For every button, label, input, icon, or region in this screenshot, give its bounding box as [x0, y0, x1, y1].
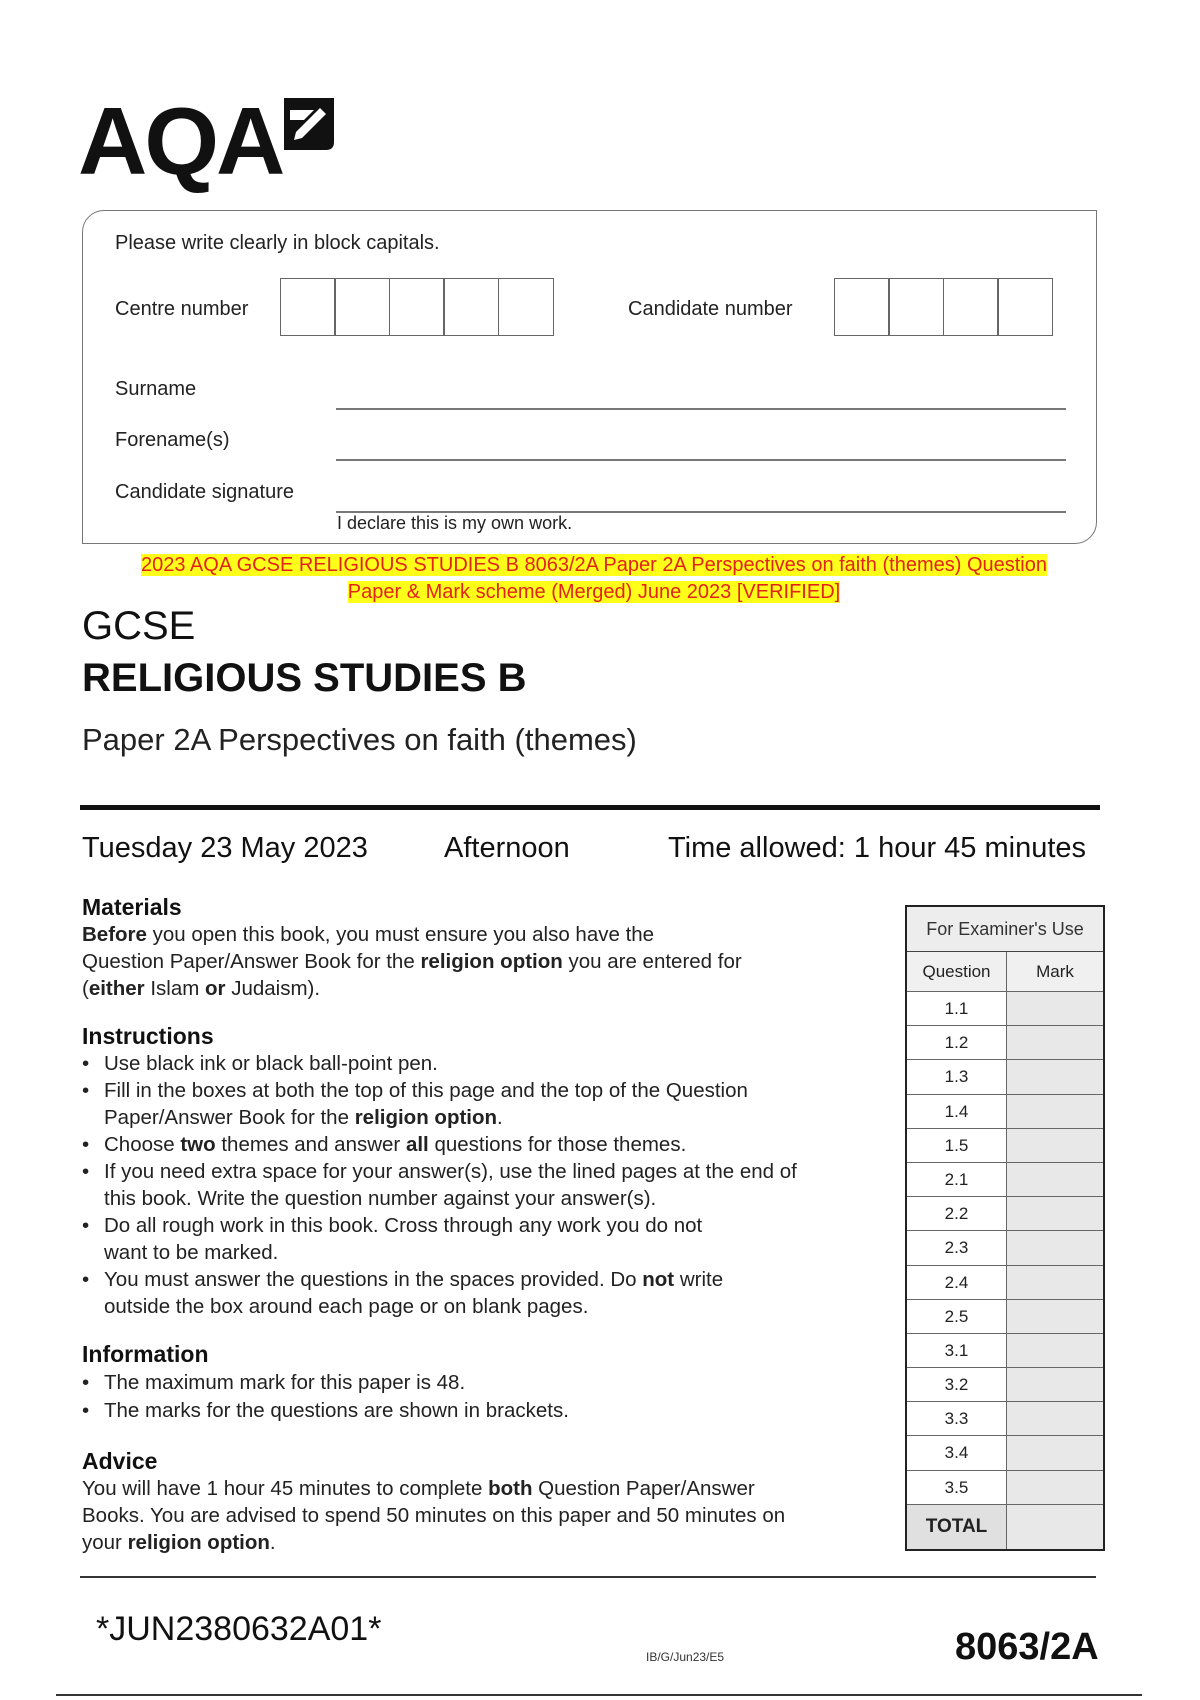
question-number-cell: 2.2: [907, 1197, 1007, 1230]
question-number-cell: 3.2: [907, 1368, 1007, 1401]
examiner-table-row: [907, 1163, 1103, 1197]
examiner-table-body: [907, 992, 1103, 1505]
examiner-table-row: [907, 1095, 1103, 1129]
mark-column-header: Mark: [1007, 952, 1103, 991]
question-number-cell: 1.5: [907, 1129, 1007, 1162]
surname-label: Surname: [115, 378, 197, 400]
forenames-label: Forename(s): [115, 429, 230, 451]
banner-line-1: 2023 AQA GCSE RELIGIOUS STUDIES B 8063/2A Paper 2A Perspectives on faith (themes) Question: [140, 554, 1047, 576]
page-bottom-rule: [56, 1694, 1142, 1696]
question-number-cell: 1.1: [907, 992, 1007, 1025]
candidate-number-label: Candidate number: [628, 298, 793, 320]
advice-heading: Advice: [82, 1448, 158, 1474]
examiner-table-row: [907, 992, 1103, 1026]
question-number-cell: 2.3: [907, 1231, 1007, 1264]
materials-bold: either: [88, 977, 145, 1000]
mark-cell: [1007, 1300, 1103, 1333]
examiner-table-row: [907, 1368, 1103, 1402]
examiner-table-row: [907, 1334, 1103, 1368]
examiner-table-row: [907, 1197, 1103, 1231]
materials-text-part: you open this book, you must ensure you also have the: [146, 923, 655, 946]
banner-line-2: Paper & Mark scheme (Merged) June 2023 [VERIFIED]: [347, 581, 841, 603]
aqa-logo: [78, 88, 348, 195]
title-divider: [80, 805, 1100, 810]
question-column-header: Question: [907, 952, 1007, 991]
logo-text: AQA: [78, 88, 283, 195]
examiner-table-total-row: [907, 1505, 1103, 1549]
question-number-cell: 1.2: [907, 1026, 1007, 1059]
centre-number-digit[interactable]: [280, 278, 336, 336]
mark-cell: [1007, 1231, 1103, 1264]
exam-date: Tuesday 23 May 2023: [82, 832, 368, 864]
materials-bold: or: [205, 977, 226, 1000]
examiner-table-row: [907, 1471, 1103, 1505]
question-number-cell: 2.5: [907, 1300, 1007, 1333]
mark-cell: [1007, 1095, 1103, 1128]
advice-text: You will have 1 hour 45 minutes to complete both Question Paper/Answer Books. You are advised to spend 50 minutes on this paper and 50 minutes on your religion option.: [82, 1477, 786, 1554]
time-allowed: Time allowed: 1 hour 45 minutes: [668, 832, 1087, 864]
question-number-cell: 1.4: [907, 1095, 1007, 1128]
question-number-cell: 3.3: [907, 1402, 1007, 1435]
document-title-banner: [88, 552, 1100, 606]
examiner-table-row: [907, 1060, 1103, 1094]
mark-cell: [1007, 1471, 1103, 1504]
examiner-table-row: [907, 1026, 1103, 1060]
candidate-number-digit[interactable]: [834, 278, 890, 336]
question-number-cell: 1.3: [907, 1060, 1007, 1093]
centre-number-digit[interactable]: [334, 278, 390, 336]
materials-text: [82, 921, 882, 1002]
examiner-table-header-row: [907, 952, 1103, 992]
mark-cell: [1007, 1334, 1103, 1367]
paper-title: Paper 2A Perspectives on faith (themes): [82, 722, 637, 757]
candidate-number-digit[interactable]: [943, 278, 999, 336]
barcode-text: *JUN2380632A01*: [96, 1610, 382, 1648]
candidate-number-boxes[interactable]: [835, 278, 1053, 336]
declaration-text: I declare this is my own work.: [337, 513, 573, 533]
candidate-number-digit[interactable]: [997, 278, 1053, 336]
aqa-logo-mark-icon: [280, 96, 336, 152]
footer-divider: [80, 1576, 1096, 1578]
centre-number-digit[interactable]: [389, 278, 445, 336]
question-number-cell: 3.4: [907, 1436, 1007, 1469]
signature-label: Candidate signature: [115, 481, 295, 503]
question-number-cell: 3.5: [907, 1471, 1007, 1504]
examiner-table-row: [907, 1129, 1103, 1163]
centre-number-label: Centre number: [115, 298, 249, 320]
mark-cell: [1007, 1436, 1103, 1469]
materials-text-part: you are entered for: [562, 950, 742, 973]
surname-field[interactable]: [336, 408, 1066, 410]
candidate-number-digit[interactable]: [888, 278, 944, 336]
examiner-use-table: [905, 905, 1105, 1551]
mark-cell: [1007, 992, 1103, 1025]
mark-cell: [1007, 1129, 1103, 1162]
total-label: TOTAL: [907, 1505, 1007, 1549]
mark-cell: [1007, 1402, 1103, 1435]
materials-bold: Before: [82, 923, 147, 946]
examiner-table-row: [907, 1231, 1103, 1265]
examiner-table-row: [907, 1300, 1103, 1334]
materials-text-part: Judaism).: [225, 977, 321, 1000]
mark-cell: [1007, 1026, 1103, 1059]
examiner-table-row: [907, 1266, 1103, 1300]
qualification-title: GCSE: [82, 604, 196, 648]
subject-title: RELIGIOUS STUDIES B: [82, 656, 527, 700]
mark-cell: [1007, 1060, 1103, 1093]
centre-number-digit[interactable]: [443, 278, 499, 336]
materials-bold: religion option: [420, 950, 563, 973]
forenames-field[interactable]: [336, 459, 1066, 461]
mark-cell: [1007, 1197, 1103, 1230]
materials-text-part: Islam: [144, 977, 206, 1000]
question-number-cell: 2.1: [907, 1163, 1007, 1196]
examiner-table-row: [907, 1436, 1103, 1470]
mark-cell: [1007, 1163, 1103, 1196]
mark-cell: [1007, 1266, 1103, 1299]
materials-heading: Materials: [82, 894, 182, 920]
materials-text-part: Question Paper/Answer Book for the: [82, 950, 421, 973]
total-mark-cell: [1007, 1505, 1103, 1549]
instructions-heading: Instructions: [82, 1023, 214, 1049]
exam-session: Afternoon: [444, 832, 570, 864]
question-number-cell: 3.1: [907, 1334, 1007, 1367]
paper-code: 8063/2A: [955, 1626, 1099, 1668]
examiner-table-row: [907, 1402, 1103, 1436]
information-heading: Information: [82, 1341, 209, 1367]
document-reference-code: IB/G/Jun23/E5: [646, 1650, 725, 1664]
centre-number-digit[interactable]: [498, 278, 554, 336]
block-capitals-instruction: Please write clearly in block capitals.: [115, 232, 440, 254]
mark-cell: [1007, 1368, 1103, 1401]
materials-text-part: (: [82, 977, 89, 1000]
centre-number-boxes[interactable]: [281, 278, 554, 336]
question-number-cell: 2.4: [907, 1266, 1007, 1299]
examiner-table-title: For Examiner's Use: [907, 907, 1103, 952]
